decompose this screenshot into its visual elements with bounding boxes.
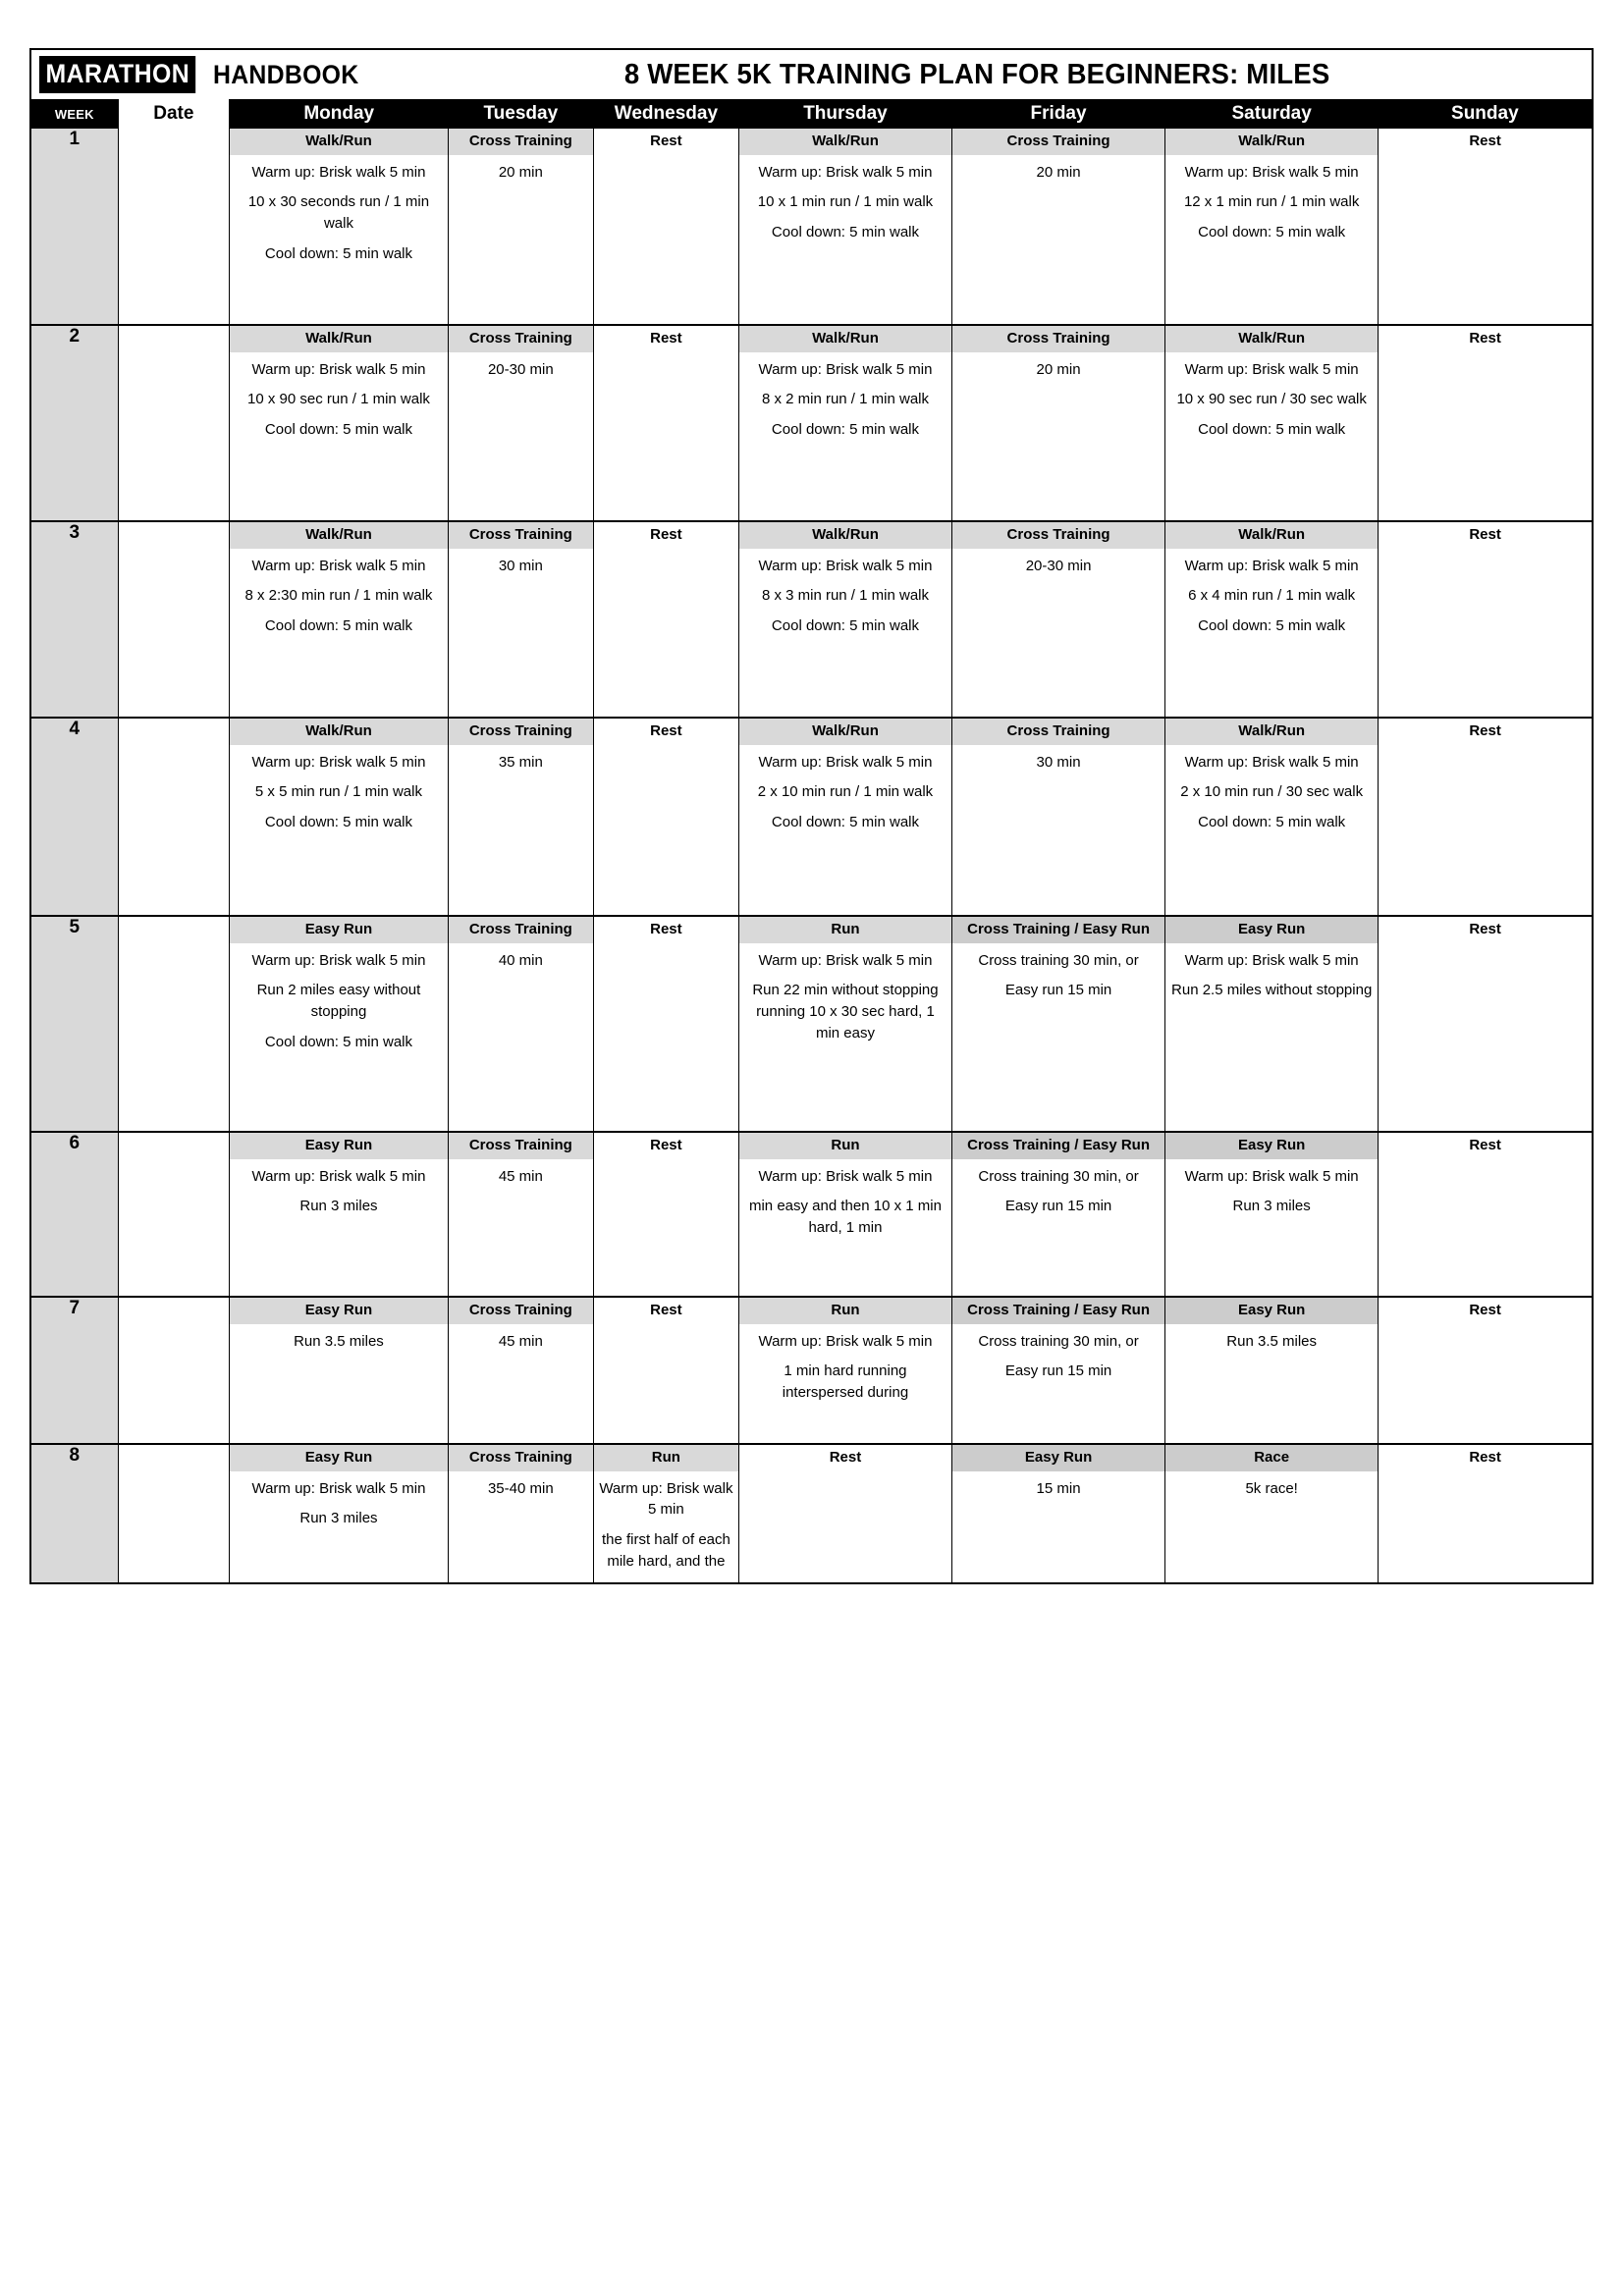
day-cell-friday — [952, 1444, 1165, 1583]
workout-detail — [952, 1324, 1164, 1383]
workout-detail — [230, 1471, 448, 1530]
workout-detail — [739, 352, 951, 441]
workout-detail-line: Warm up: Brisk walk 5 min — [251, 163, 426, 181]
column-header-week: WEEK — [30, 99, 118, 129]
day-cell-tuesday — [448, 325, 593, 521]
day-cell-monday — [230, 1297, 449, 1444]
day-cell-wednesday — [593, 1297, 738, 1444]
week-row — [30, 129, 1593, 325]
day-cell-saturday — [1165, 1444, 1379, 1583]
date-cell[interactable] — [118, 521, 230, 718]
day-cell-tuesday — [448, 718, 593, 916]
day-cell-wednesday — [593, 129, 738, 325]
workout-type-label: Rest — [594, 719, 738, 745]
workout-type-label: Walk/Run — [230, 326, 448, 352]
week-number-cell: 7 — [30, 1297, 118, 1444]
workout-detail-line: Warm up: Brisk walk 5 min — [251, 951, 426, 969]
workout-detail-line: Cool down: 5 min walk — [1198, 224, 1346, 241]
workout-type-label: Rest — [1379, 1133, 1592, 1159]
workout-detail-line: 10 x 1 min run / 1 min walk — [757, 193, 934, 211]
day-cell-tuesday — [448, 129, 593, 325]
day-cell-monday — [230, 916, 449, 1132]
day-cell-tuesday — [448, 916, 593, 1132]
workout-detail-line: Run 3 miles — [299, 1510, 378, 1527]
week-row — [30, 718, 1593, 916]
workout-detail-line: 20-30 min — [487, 360, 554, 378]
workout-detail — [449, 155, 593, 184]
day-cell-saturday — [1165, 521, 1379, 718]
day-cell-monday — [230, 129, 449, 325]
day-cell-monday — [230, 718, 449, 916]
workout-detail-line: 20 min — [498, 163, 543, 181]
workout-type-label: Rest — [1379, 129, 1592, 155]
workout-type-label: Walk/Run — [1165, 129, 1378, 155]
workout-type-label: Walk/Run — [230, 129, 448, 155]
workout-detail — [449, 352, 593, 381]
workout-type-label: Walk/Run — [739, 719, 951, 745]
workout-detail-line: Cool down: 5 min walk — [771, 421, 919, 439]
workout-detail-line: Cool down: 5 min walk — [771, 617, 919, 635]
column-header-sunday: Sunday — [1379, 99, 1593, 129]
workout-type-label: Easy Run — [230, 1133, 448, 1159]
workout-type-label: Walk/Run — [739, 129, 951, 155]
column-header-monday: Monday — [230, 99, 449, 129]
workout-detail-line: Cool down: 5 min walk — [1198, 814, 1346, 831]
workout-type-label: Rest — [594, 1133, 738, 1159]
workout-type-label: Cross Training — [449, 1445, 593, 1471]
week-row — [30, 1297, 1593, 1444]
day-cell-thursday — [738, 1444, 951, 1583]
day-cell-thursday — [738, 916, 951, 1132]
date-cell[interactable] — [118, 718, 230, 916]
workout-detail — [952, 352, 1164, 381]
workout-detail-line: Run 3 miles — [1232, 1198, 1311, 1215]
workout-type-label: Rest — [594, 1298, 738, 1324]
workout-type-label: Easy Run — [230, 1298, 448, 1324]
date-cell[interactable] — [118, 1132, 230, 1297]
week-number-cell: 6 — [30, 1132, 118, 1297]
workout-type-label: Run — [739, 917, 951, 943]
workout-detail-line: Run 3 miles — [299, 1198, 378, 1215]
week-number-cell: 4 — [30, 718, 118, 916]
workout-detail — [952, 943, 1164, 1002]
day-cell-monday — [230, 325, 449, 521]
workout-detail-line: 5 x 5 min run / 1 min walk — [254, 783, 422, 801]
workout-detail-line: Warm up: Brisk walk 5 min — [758, 163, 933, 181]
workout-detail — [952, 549, 1164, 577]
day-cell-friday — [952, 521, 1165, 718]
workout-type-label: Run — [739, 1298, 951, 1324]
workout-detail — [1165, 943, 1378, 1002]
workout-type-label: Walk/Run — [739, 326, 951, 352]
workout-detail-line: 5k race! — [1245, 1479, 1298, 1497]
day-cell-tuesday — [448, 1132, 593, 1297]
workout-type-label: Walk/Run — [230, 719, 448, 745]
day-cell-thursday — [738, 521, 951, 718]
workout-detail-line: Cross training 30 min, or — [978, 1332, 1139, 1350]
week-number-cell: 5 — [30, 916, 118, 1132]
workout-detail-line: Warm up: Brisk walk 5 min — [251, 1479, 426, 1497]
workout-type-label: Cross Training / Easy Run — [952, 1298, 1164, 1324]
workout-detail — [1165, 745, 1378, 833]
masthead — [29, 48, 1594, 99]
day-cell-monday — [230, 1132, 449, 1297]
workout-type-label: Walk/Run — [1165, 326, 1378, 352]
workout-detail — [230, 1324, 448, 1353]
workout-detail-line: min easy and then 10 x 1 min hard, 1 min — [748, 1198, 942, 1237]
table-header-row — [30, 99, 1593, 129]
workout-type-label: Cross Training / Easy Run — [952, 917, 1164, 943]
workout-detail-line: Cool down: 5 min walk — [1198, 617, 1346, 635]
day-cell-friday — [952, 916, 1165, 1132]
workout-detail-line: Warm up: Brisk walk 5 min — [251, 1167, 426, 1185]
day-cell-saturday — [1165, 1132, 1379, 1297]
day-cell-friday — [952, 1132, 1165, 1297]
workout-type-label: Easy Run — [1165, 1133, 1378, 1159]
date-cell[interactable] — [118, 1297, 230, 1444]
workout-detail — [952, 1471, 1164, 1500]
week-row — [30, 325, 1593, 521]
workout-detail — [739, 549, 951, 637]
week-row — [30, 1444, 1593, 1583]
workout-type-label: Rest — [594, 129, 738, 155]
workout-detail — [1165, 549, 1378, 637]
workout-detail — [739, 1159, 951, 1239]
workout-detail — [230, 352, 448, 441]
workout-detail-line: 10 x 90 sec run / 30 sec walk — [1176, 391, 1367, 408]
workout-detail-line: Easy run 15 min — [1004, 1362, 1112, 1380]
workout-detail-line: Cross training 30 min, or — [978, 951, 1139, 969]
workout-detail — [230, 943, 448, 1053]
column-header-saturday: Saturday — [1165, 99, 1379, 129]
workout-type-label: Walk/Run — [1165, 522, 1378, 549]
workout-type-label: Rest — [1379, 1445, 1592, 1471]
workout-detail-line: 15 min — [1036, 1479, 1081, 1497]
column-header-wednesday: Wednesday — [593, 99, 738, 129]
workout-detail-line: Warm up: Brisk walk 5 min — [758, 557, 933, 574]
workout-detail-line: Cool down: 5 min walk — [264, 814, 412, 831]
day-cell-thursday — [738, 1297, 951, 1444]
workout-detail-line: 40 min — [498, 951, 543, 969]
workout-detail-line: Warm up: Brisk walk 5 min — [1184, 557, 1359, 574]
workout-detail-line: Warm up: Brisk walk 5 min — [758, 360, 933, 378]
day-cell-sunday — [1379, 521, 1593, 718]
workout-detail-line: 8 x 2 min run / 1 min walk — [761, 391, 929, 408]
workout-detail — [739, 943, 951, 1044]
workout-detail-line: 35 min — [498, 753, 543, 771]
week-row — [30, 1132, 1593, 1297]
workout-detail-line: Warm up: Brisk walk 5 min — [251, 360, 426, 378]
workout-detail-line: 20 min — [1036, 360, 1081, 378]
workout-type-label: Rest — [1379, 917, 1592, 943]
workout-detail-line: Easy run 15 min — [1004, 982, 1112, 999]
day-cell-saturday — [1165, 1297, 1379, 1444]
workout-detail-line: 20 min — [1036, 163, 1081, 181]
day-cell-tuesday — [448, 521, 593, 718]
workout-detail-line: Cool down: 5 min walk — [264, 1033, 412, 1050]
workout-type-label: Easy Run — [1165, 917, 1378, 943]
workout-detail-line: Warm up: Brisk walk 5 min — [758, 753, 933, 771]
workout-detail — [1165, 1471, 1378, 1500]
day-cell-sunday — [1379, 129, 1593, 325]
workout-detail — [952, 155, 1164, 184]
workout-detail-line: 35-40 min — [487, 1479, 554, 1497]
workout-detail-line: Cool down: 5 min walk — [1198, 421, 1346, 439]
column-header-date: Date — [118, 99, 230, 129]
day-cell-saturday — [1165, 325, 1379, 521]
workout-detail — [739, 745, 951, 833]
workout-detail-line: 30 min — [498, 557, 543, 574]
workout-type-label: Cross Training — [449, 326, 593, 352]
workout-type-label: Rest — [1379, 719, 1592, 745]
workout-type-label: Cross Training — [449, 1298, 593, 1324]
workout-detail — [739, 1324, 951, 1404]
workout-type-label: Run — [739, 1133, 951, 1159]
week-number-cell: 3 — [30, 521, 118, 718]
workout-type-label: Rest — [594, 917, 738, 943]
workout-detail-line: 1 min hard running interspersed during — [782, 1362, 909, 1402]
day-cell-friday — [952, 325, 1165, 521]
workout-detail-line: Run 3.5 miles — [1226, 1332, 1318, 1350]
workout-detail — [230, 1159, 448, 1218]
day-cell-wednesday — [593, 1132, 738, 1297]
workout-detail-line: Run 22 min without stopping running 10 x 30 sec hard, 1 min easy — [752, 982, 939, 1041]
workout-detail-line: 2 x 10 min run / 30 sec walk — [1180, 783, 1364, 801]
workout-detail-line: Warm up: Brisk walk 5 min — [758, 1332, 933, 1350]
workout-detail — [230, 745, 448, 833]
logo-mark: MARATHON — [39, 56, 196, 93]
workout-detail-line: 30 min — [1036, 753, 1081, 771]
day-cell-wednesday — [593, 1444, 738, 1583]
workout-detail — [594, 1471, 738, 1573]
workout-detail-line: Warm up: Brisk walk 5 min — [1184, 163, 1359, 181]
workout-detail-line: Warm up: Brisk walk 5 min — [1184, 753, 1359, 771]
workout-detail — [230, 155, 448, 265]
workout-type-label: Walk/Run — [739, 522, 951, 549]
day-cell-wednesday — [593, 325, 738, 521]
date-cell[interactable] — [118, 129, 230, 325]
day-cell-tuesday — [448, 1297, 593, 1444]
workout-detail-line: Cool down: 5 min walk — [264, 244, 412, 262]
workout-detail-line: Warm up: Brisk walk 5 min — [758, 1167, 933, 1185]
day-cell-friday — [952, 718, 1165, 916]
date-cell[interactable] — [118, 325, 230, 521]
day-cell-sunday — [1379, 916, 1593, 1132]
workout-type-label: Race — [1165, 1445, 1378, 1471]
day-cell-thursday — [738, 718, 951, 916]
workout-detail-line: Warm up: Brisk walk 5 min — [1184, 951, 1359, 969]
day-cell-friday — [952, 1297, 1165, 1444]
workout-detail — [1165, 155, 1378, 243]
date-cell[interactable] — [118, 916, 230, 1132]
workout-type-label: Cross Training — [449, 522, 593, 549]
day-cell-saturday — [1165, 718, 1379, 916]
logo-word: HANDBOOK — [213, 59, 359, 89]
day-cell-monday — [230, 1444, 449, 1583]
workout-detail-line: Run 2.5 miles without stopping — [1171, 982, 1373, 999]
workout-detail-line: Warm up: Brisk walk 5 min — [758, 951, 933, 969]
workout-detail — [1165, 352, 1378, 441]
workout-type-label: Rest — [594, 326, 738, 352]
workout-detail-line: Warm up: Brisk walk 5 min — [599, 1479, 733, 1519]
workout-detail — [1165, 1159, 1378, 1218]
day-cell-sunday — [1379, 1297, 1593, 1444]
day-cell-tuesday — [448, 1444, 593, 1583]
column-header-thursday: Thursday — [738, 99, 951, 129]
workout-type-label: Walk/Run — [1165, 719, 1378, 745]
day-cell-thursday — [738, 1132, 951, 1297]
workout-type-label: Cross Training — [952, 326, 1164, 352]
day-cell-sunday — [1379, 718, 1593, 916]
workout-type-label: Easy Run — [1165, 1298, 1378, 1324]
day-cell-sunday — [1379, 325, 1593, 521]
workout-detail-line: the first half of each mile hard, and the — [601, 1531, 730, 1570]
week-number-cell: 2 — [30, 325, 118, 521]
workout-detail-line: Warm up: Brisk walk 5 min — [1184, 360, 1359, 378]
workout-detail-line: 45 min — [498, 1332, 543, 1350]
workout-detail-line: Run 2 miles easy without stopping — [256, 982, 421, 1021]
workout-detail — [230, 549, 448, 637]
workout-detail-line: 20-30 min — [1025, 557, 1092, 574]
workout-type-label: Cross Training — [449, 917, 593, 943]
workout-type-label: Cross Training — [449, 719, 593, 745]
page-title: 8 WEEK 5K TRAINING PLAN FOR BEGINNERS: MILES — [623, 58, 1330, 90]
workout-detail — [449, 943, 593, 972]
workout-detail — [449, 549, 593, 577]
workout-type-label: Rest — [739, 1445, 951, 1471]
workout-detail — [449, 745, 593, 774]
workout-detail — [449, 1471, 593, 1500]
workout-detail — [1165, 1324, 1378, 1353]
workout-type-label: Cross Training — [952, 129, 1164, 155]
workout-type-label: Cross Training — [449, 1133, 593, 1159]
workout-detail-line: Warm up: Brisk walk 5 min — [1184, 1167, 1359, 1185]
week-number-cell: 8 — [30, 1444, 118, 1583]
workout-detail-line: 6 x 4 min run / 1 min walk — [1188, 587, 1356, 605]
workout-type-label: Walk/Run — [230, 522, 448, 549]
workout-detail-line: Cool down: 5 min walk — [264, 617, 412, 635]
workout-type-label: Easy Run — [230, 1445, 448, 1471]
day-cell-sunday — [1379, 1444, 1593, 1583]
workout-detail — [952, 1159, 1164, 1218]
column-header-tuesday: Tuesday — [448, 99, 593, 129]
day-cell-saturday — [1165, 916, 1379, 1132]
workout-detail-line: 8 x 2:30 min run / 1 min walk — [244, 587, 433, 605]
workout-detail-line: 8 x 3 min run / 1 min walk — [761, 587, 929, 605]
workout-detail-line: 10 x 30 seconds run / 1 min walk — [247, 193, 430, 233]
workout-detail-line: Warm up: Brisk walk 5 min — [251, 753, 426, 771]
week-row — [30, 916, 1593, 1132]
day-cell-thursday — [738, 325, 951, 521]
workout-detail-line: 45 min — [498, 1167, 543, 1185]
workout-detail-line: Cool down: 5 min walk — [264, 421, 412, 439]
day-cell-saturday — [1165, 129, 1379, 325]
week-row — [30, 521, 1593, 718]
workout-type-label: Cross Training — [952, 522, 1164, 549]
workout-detail-line: 10 x 90 sec run / 1 min walk — [247, 391, 430, 408]
workout-detail-line: 12 x 1 min run / 1 min walk — [1183, 193, 1360, 211]
marathon-handbook-logo — [39, 56, 372, 93]
workout-type-label: Cross Training — [449, 129, 593, 155]
workout-detail-line: Cool down: 5 min walk — [771, 224, 919, 241]
workout-type-label: Easy Run — [952, 1445, 1164, 1471]
workout-detail-line: 2 x 10 min run / 1 min walk — [757, 783, 934, 801]
workout-type-label: Rest — [1379, 522, 1592, 549]
workout-type-label: Cross Training — [952, 719, 1164, 745]
workout-type-label: Easy Run — [230, 917, 448, 943]
workout-type-label: Cross Training / Easy Run — [952, 1133, 1164, 1159]
workout-type-label: Rest — [1379, 326, 1592, 352]
workout-detail-line: Easy run 15 min — [1004, 1198, 1112, 1215]
workout-type-label: Run — [594, 1445, 738, 1471]
week-number-cell: 1 — [30, 129, 118, 325]
workout-detail-line: Cross training 30 min, or — [978, 1167, 1139, 1185]
date-cell[interactable] — [118, 1444, 230, 1583]
workout-detail — [952, 745, 1164, 774]
day-cell-thursday — [738, 129, 951, 325]
day-cell-friday — [952, 129, 1165, 325]
workout-type-label: Rest — [1379, 1298, 1592, 1324]
workout-detail — [449, 1324, 593, 1353]
workout-type-label: Rest — [594, 522, 738, 549]
workout-detail-line: Cool down: 5 min walk — [771, 814, 919, 831]
workout-detail — [739, 155, 951, 243]
workout-detail-line: Run 3.5 miles — [294, 1332, 384, 1350]
day-cell-wednesday — [593, 718, 738, 916]
column-header-friday: Friday — [952, 99, 1165, 129]
workout-detail-line: Warm up: Brisk walk 5 min — [251, 557, 426, 574]
workout-detail — [449, 1159, 593, 1188]
training-plan-table — [29, 99, 1594, 1584]
day-cell-monday — [230, 521, 449, 718]
day-cell-wednesday — [593, 521, 738, 718]
day-cell-wednesday — [593, 916, 738, 1132]
day-cell-sunday — [1379, 1132, 1593, 1297]
